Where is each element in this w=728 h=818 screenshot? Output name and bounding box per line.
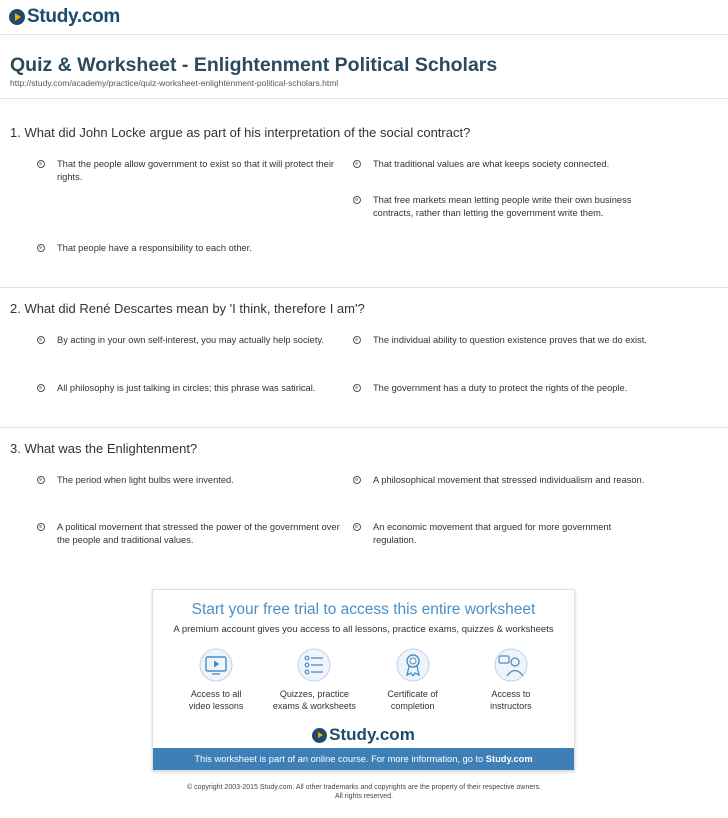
- question-2: 2. What did René Descartes mean by 'I think, therefore I am'?: [10, 301, 365, 316]
- feature-label: Certificate of completion: [387, 689, 438, 711]
- page-title: Quiz & Worksheet - Enlightenment Political Scholars: [10, 54, 498, 76]
- question-divider: [0, 427, 728, 428]
- course-info-text: This worksheet is part of an online course. For more information, go to: [194, 754, 486, 764]
- radio-button[interactable]: [353, 384, 361, 392]
- radio-button[interactable]: [37, 523, 45, 531]
- answer-text: A political movement that stressed the power of the government over the people and traditional values.: [57, 522, 340, 545]
- answer-text: An economic movement that argued for more government regulation.: [373, 522, 612, 545]
- radio-button[interactable]: [37, 244, 45, 252]
- feature-instructors: [463, 648, 559, 712]
- feature-quizzes: [266, 648, 362, 712]
- copyright-line: All rights reserved.: [335, 793, 393, 800]
- answer-text: That traditional values are what keeps society connected.: [373, 159, 610, 169]
- answer-option[interactable]: [37, 334, 337, 347]
- play-logo-icon: [9, 9, 25, 25]
- answer-option[interactable]: [353, 194, 653, 219]
- answer-text: That free markets mean letting people write their own business contracts, rather than letting the government write them.: [373, 195, 632, 218]
- feature-video-lessons: [168, 648, 264, 712]
- question-1: 1. What did John Locke argue as part of his interpretation of the social contract?: [10, 125, 471, 140]
- instructor-icon: [494, 648, 528, 682]
- answer-text: The government has a duty to protect the rights of the people.: [373, 383, 628, 393]
- answer-option[interactable]: [353, 382, 653, 395]
- radio-button[interactable]: [37, 336, 45, 344]
- answer-option[interactable]: [37, 382, 347, 395]
- feature-certificate: [365, 648, 461, 712]
- title-divider: [0, 98, 728, 99]
- play-logo-icon: [312, 728, 327, 743]
- answer-text: The period when light bulbs were invented.: [57, 475, 234, 485]
- answer-text: By acting in your own self-interest, you may actually help society.: [57, 335, 324, 345]
- logo-text: Study.com: [27, 6, 121, 27]
- answer-text: The individual ability to question existence proves that we do exist.: [373, 335, 647, 345]
- free-trial-promo: [152, 589, 575, 771]
- question-3: 3. What was the Enlightenment?: [10, 441, 198, 456]
- feature-label: Quizzes, practice exams & worksheets: [272, 689, 356, 711]
- quiz-list-icon: [297, 648, 331, 682]
- study-logo[interactable]: [9, 6, 120, 28]
- study-link[interactable]: Study.com: [485, 754, 533, 764]
- answer-option[interactable]: [37, 521, 342, 546]
- radio-button[interactable]: [353, 523, 361, 531]
- radio-button[interactable]: [37, 384, 45, 392]
- feature-list: [153, 648, 574, 712]
- answer-option[interactable]: [353, 158, 653, 171]
- course-info-bar: [153, 748, 574, 770]
- promo-logo-text: Study.com: [329, 725, 415, 744]
- answer-option[interactable]: [353, 334, 653, 347]
- copyright-line: © copyright 2003-2015 Study.com. All other trademarks and copyrights are the property of their respective owners.: [186, 784, 542, 791]
- page-url: http://study.com/academy/practice/quiz-worksheet-enlightenment-political-scholars.html: [10, 78, 339, 88]
- radio-button[interactable]: [37, 476, 45, 484]
- answer-option[interactable]: [37, 158, 337, 183]
- radio-button[interactable]: [353, 476, 361, 484]
- promo-headline[interactable]: Start your free trial to access this entire worksheet: [191, 601, 536, 618]
- answer-text: That people have a responsibility to each other.: [57, 243, 252, 253]
- copyright: [0, 783, 728, 801]
- header-divider: [0, 34, 728, 35]
- answer-option[interactable]: [353, 474, 653, 487]
- answer-text: A philosophical movement that stressed individualism and reason.: [373, 475, 645, 485]
- promo-study-logo[interactable]: [153, 725, 574, 745]
- video-lesson-icon: [199, 648, 233, 682]
- radio-button[interactable]: [353, 160, 361, 168]
- answer-option[interactable]: [37, 474, 337, 487]
- feature-label: Access to instructors: [490, 689, 532, 711]
- promo-subline: A premium account gives you access to all lessons, practice exams, quizzes & worksheets: [173, 624, 554, 635]
- answer-option[interactable]: [353, 521, 653, 546]
- radio-button[interactable]: [353, 336, 361, 344]
- answer-text: All philosophy is just talking in circles; this phrase was satirical.: [57, 383, 316, 393]
- radio-button[interactable]: [37, 160, 45, 168]
- radio-button[interactable]: [353, 196, 361, 204]
- answer-text: That the people allow government to exist so that it will protect their rights.: [57, 159, 334, 182]
- certificate-icon: [396, 648, 430, 682]
- feature-label: Access to all video lessons: [188, 689, 244, 711]
- answer-option[interactable]: [37, 242, 337, 255]
- question-divider: [0, 287, 728, 288]
